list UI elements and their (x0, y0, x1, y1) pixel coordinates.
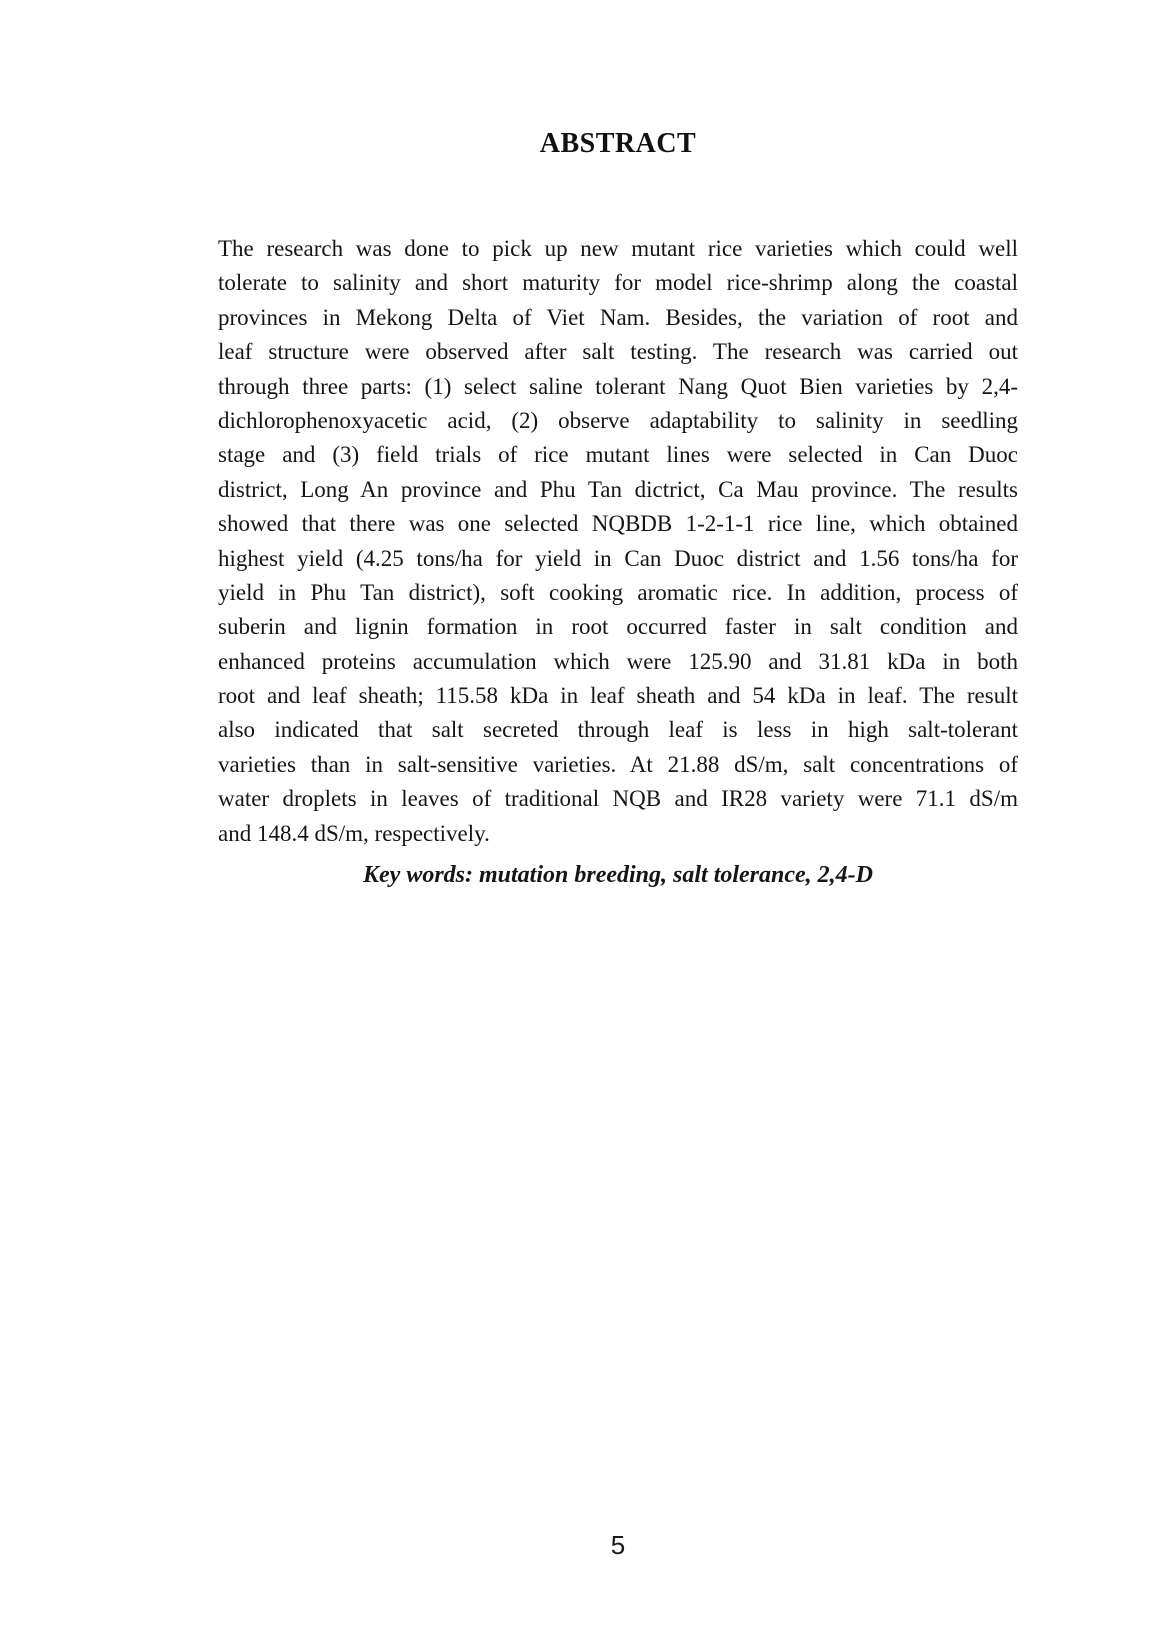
abstract-paragraph (218, 232, 1018, 851)
abstract-line: through three parts: (1) select saline tolerant Nang Quot Bien varieties by 2,4- (218, 373, 1018, 399)
abstract-line: enhanced proteins accumulation which were 125.90 and 31.81 kDa in both (218, 648, 1018, 674)
abstract-line: highest yield (4.25 tons/ha for yield in Can Duoc district and 1.56 tons/ha for (218, 545, 1018, 571)
abstract-line: stage and (3) field trials of rice mutant lines were selected in Can Duoc (218, 442, 1018, 468)
abstract-line: leaf structure were observed after salt testing. The research was carried out (218, 339, 1018, 365)
abstract-line: The research was done to pick up new mutant rice varieties which could well (218, 236, 1018, 261)
abstract-line: varieties than in salt-sensitive varieties. At 21.88 dS/m, salt concentrations of (218, 751, 1018, 777)
abstract-line: and 148.4 dS/m, respectively. (218, 820, 490, 846)
abstract-line: showed that there was one selected NQBDB 1-2-1-1 rice line, which obtained (218, 511, 1018, 537)
abstract-line: suberin and lignin formation in root occurred faster in salt condition and (218, 614, 1018, 640)
page-number: 5 (610, 1530, 626, 1560)
abstract-line: also indicated that salt secreted through leaf is less in high salt-tolerant (218, 717, 1018, 743)
keywords-line: Key words: mutation breeding, salt tolerance, 2,4-D (363, 862, 873, 888)
abstract-line: tolerate to salinity and short maturity for model rice-shrimp along the coastal (218, 270, 1018, 296)
abstract-line: water droplets in leaves of traditional NQB and IR28 variety were 71.1 dS/m (218, 786, 1018, 812)
abstract-line: yield in Phu Tan district), soft cooking aromatic rice. In addition, process of (218, 579, 1018, 605)
abstract-line: root and leaf sheath; 115.58 kDa in leaf sheath and 54 kDa in leaf. The result (218, 683, 1018, 709)
abstract-title: ABSTRACT (539, 128, 697, 159)
abstract-line: district, Long An province and Phu Tan dictrict, Ca Mau province. The results (218, 476, 1018, 502)
abstract-line: provinces in Mekong Delta of Viet Nam. Besides, the variation of root and (218, 304, 1018, 330)
abstract-line: dichlorophenoxyacetic acid, (2) observe adaptability to salinity in seedling (218, 407, 1018, 433)
